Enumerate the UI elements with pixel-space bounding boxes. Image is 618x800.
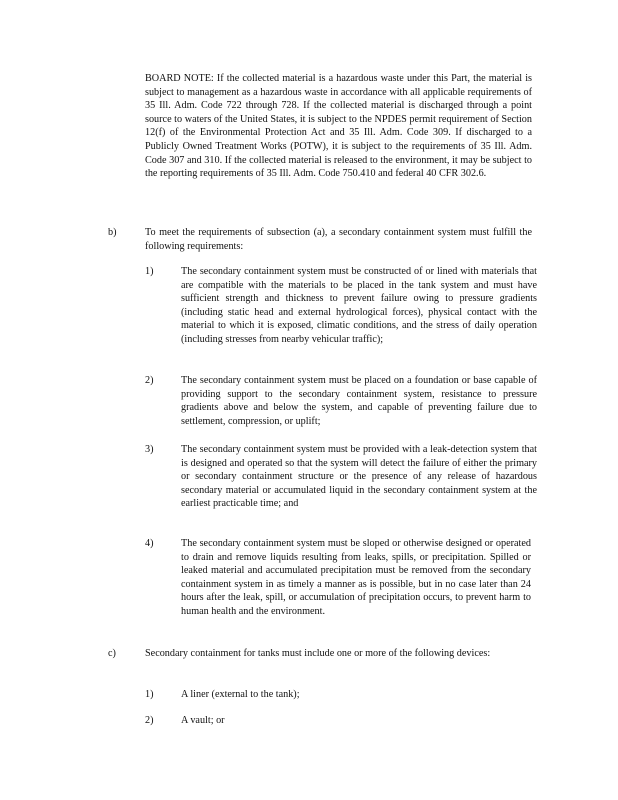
section-b-item-4-label: 4) xyxy=(145,538,154,549)
section-c-label: c) xyxy=(108,648,116,659)
section-b-item-1-text: The secondary containment system must be constructed of or lined with materials that are compatible with the materials to be placed in the tank system and must have sufficient strength and thickness to prevent failure owing to pressure gradients (including static head and external hydrological forces), physical contact with the material to which it is exposed, climatic conditions, and the stress of daily operation (including stresses from nearby vehicular traffic); xyxy=(181,266,537,345)
section-b-item-3-label: 3) xyxy=(145,444,154,455)
board-note-paragraph: BOARD NOTE: If the collected material is a hazardous waste under this Part, the material is subject to management as a hazardous waste in accordance with all applicable requirements of 35 Ill. Adm. Code 722 through 728. If the collected material is discharged through a point source to waters of the United States, it is subject to the NPDES permit requirement of Section 12(f) of the Environmental Protection Act and 35 Ill. Adm. Code 309. If discharged to a Publicly Owned Treatment Works (POTW), it is subject to the requirements of 35 Ill. Adm. Code 307 and 310. If the collected material is released to the environment, it may be subject to the reporting requirements of 35 Ill. Adm. Code 750.410 and federal 40 CFR 302.6. xyxy=(145,73,532,180)
section-b-item-2-text: The secondary containment system must be placed on a foundation or base capable of providing support to the secondary containment system, resistance to pressure gradients above and below the system, and capable of preventing failure due to settlement, compression, or uplift; xyxy=(181,375,537,427)
section-b-item-3-text: The secondary containment system must be provided with a leak-detection system that is designed and operated so that the system will detect the failure of either the primary or secondary containment structure or the presence of any release of hazardous secondary material or accumulated liquid in the secondary containment system at the earliest practicable time; and xyxy=(181,444,537,510)
section-c-item-2-label: 2) xyxy=(145,715,154,726)
section-b-item-1-label: 1) xyxy=(145,266,154,277)
section-b-item-4-text: The secondary containment system must be sloped or otherwise designed or operated to drain and remove liquids resulting from leaks, spills, or precipitation. Spilled or leaked material and accumulated precipitation must be removed from the secondary containment system in as timely a manner as is possible, but in no case later than 24 hours after the leak, spill, or accumulation of precipitation occurs, to prevent harm to human health and the environment. xyxy=(181,538,531,617)
section-c-intro: Secondary containment for tanks must include one or more of the following devices: xyxy=(145,648,491,659)
section-c-item-2-text: A vault; or xyxy=(181,715,225,726)
section-b-label: b) xyxy=(108,227,117,238)
section-c-item-1-label: 1) xyxy=(145,689,154,700)
section-c-item-1-text: A liner (external to the tank); xyxy=(181,689,300,700)
section-b-item-2-label: 2) xyxy=(145,375,154,386)
section-b-intro: To meet the requirements of subsection (a), a secondary containment system must fulfill the following requirements: xyxy=(145,227,532,252)
